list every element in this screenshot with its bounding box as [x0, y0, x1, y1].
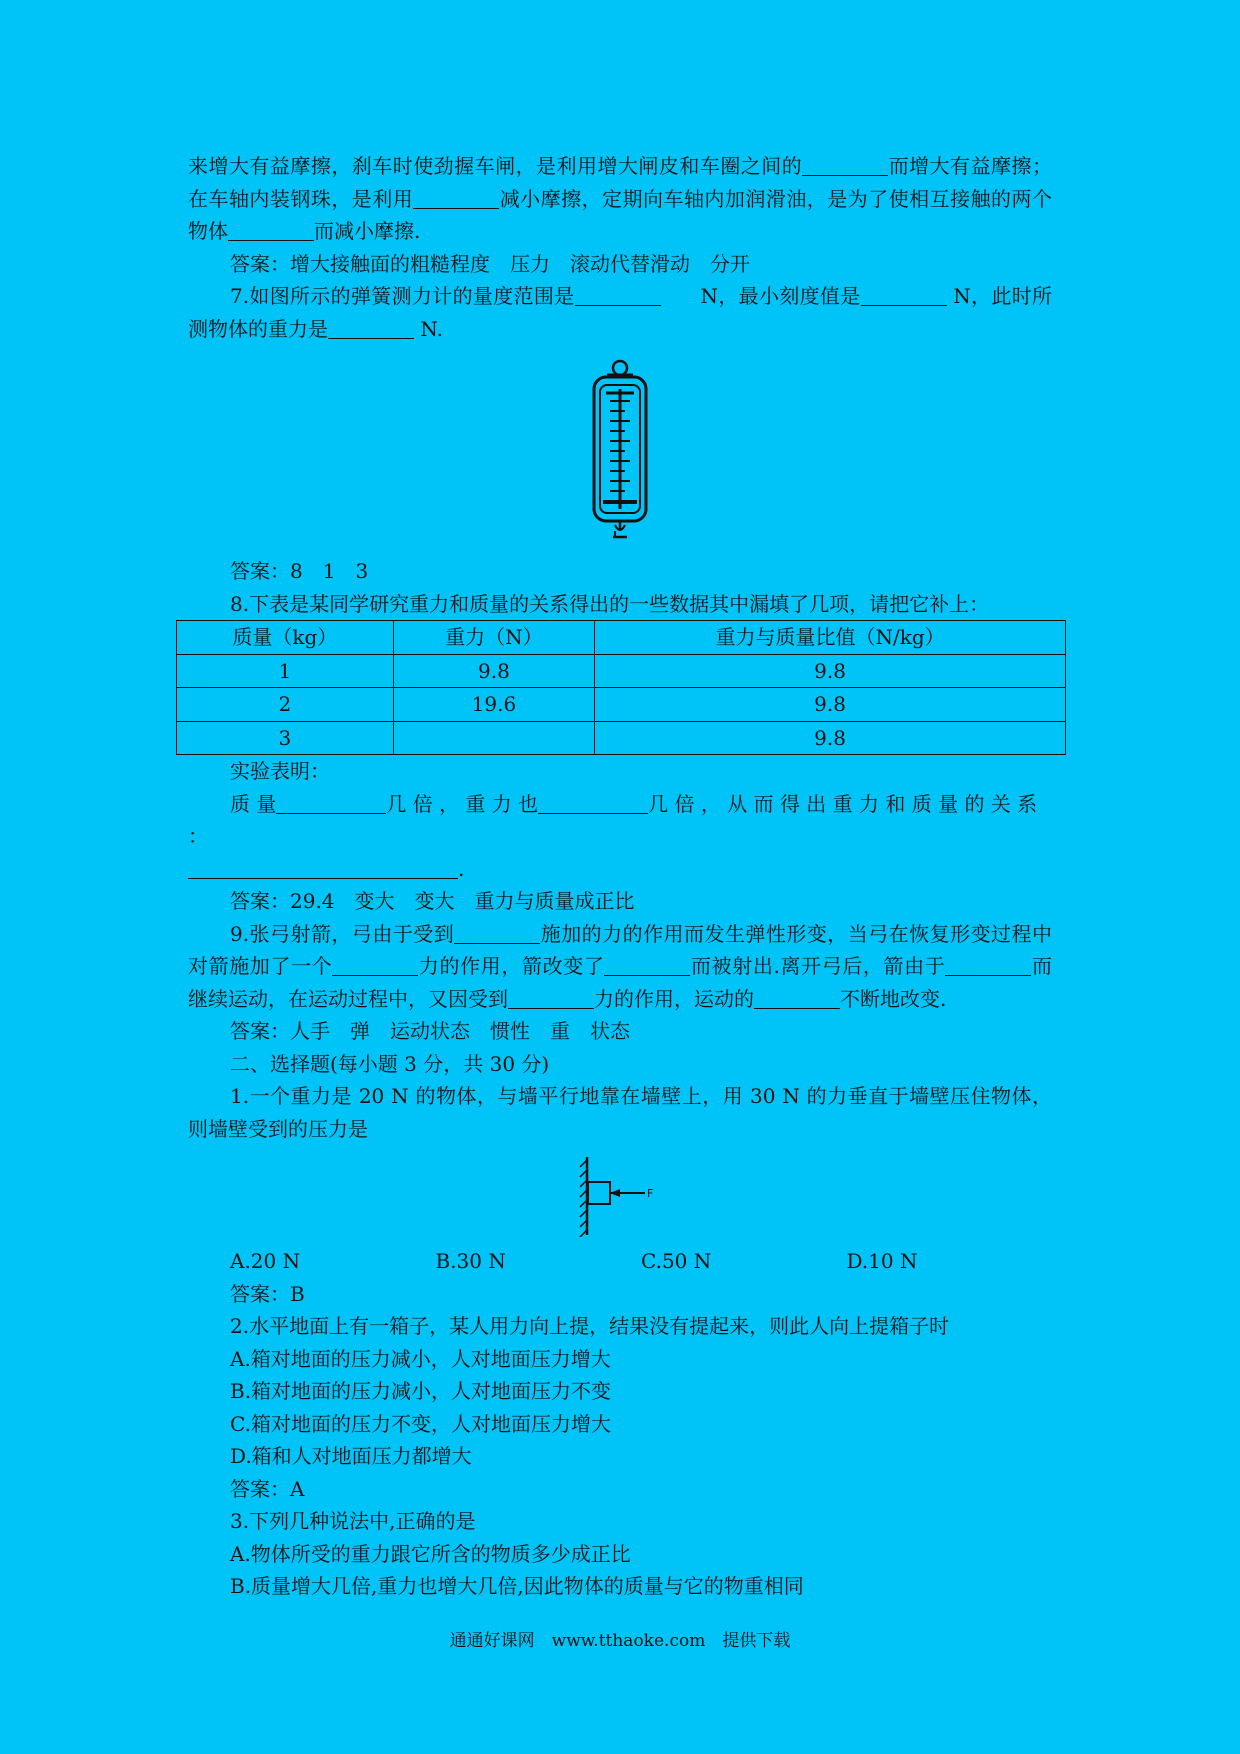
option-b: B.箱对地面的压力减小，人对地面压力不变: [230, 1379, 612, 1403]
q6-answer: 答案：增大接触面的粗糙程度 压力 滚动代替滑动 分开: [230, 251, 750, 276]
q9-text: [188, 918, 1052, 1016]
spring-scale-figure: [575, 359, 665, 545]
option-b: B.质量增大几倍,重力也增大几倍,因此物体的质量与它的物重相同: [230, 1574, 804, 1598]
q7-part3: N，此时所测物体的重力是: [188, 284, 1053, 341]
q9-part5: 而继续运动，在运动过程中，又因受到: [188, 954, 1053, 1011]
answer-blank: [538, 793, 648, 814]
section-title: 二、选择题(每小题 3 分，共 30 分): [230, 1051, 550, 1076]
q8-conclusion-line: .: [188, 853, 1052, 886]
q7-answer: 答案：8 1 3: [230, 559, 369, 583]
q9-part3: 力的作用，箭改变了: [418, 954, 605, 978]
table-header-row: [177, 621, 1066, 655]
table-cell: 9.8: [595, 654, 1066, 688]
table-cell: 9.8: [595, 688, 1066, 722]
answer-blank: [276, 793, 386, 814]
option-a: A.箱对地面的压力减小，人对地面压力增大: [230, 1346, 611, 1371]
q6-part3: 减小摩擦，定期向车轴内加润滑油，是为了使相互接触的两个物体: [188, 186, 1053, 243]
c2-stem: 2.水平地面上有一箱子，某人用力向上提，结果没有提起来，则此人向上提箱子时: [230, 1314, 950, 1338]
answer-blank: [454, 923, 540, 944]
table-cell: 9.8: [595, 721, 1066, 755]
q8-answer: 答案：29.4 变大 变大 重力与质量成正比: [230, 889, 635, 913]
table-cell: 9.8: [393, 654, 594, 688]
q8-conclusion-part3: 几 倍 ， 从 而 得 出 重 力 和 质 量 的 关 系 ：: [188, 791, 1038, 848]
table-cell: 2: [177, 688, 394, 722]
force-label: F: [647, 1187, 654, 1200]
page-footer: 通通好课网 www.tthaoke.com 提供下载: [449, 1631, 791, 1651]
answer-blank: [802, 155, 888, 176]
q9-part2: 施加的力的作用而发生弹性形变，当弓在恢复形变过程中对箭施加了一个: [188, 921, 1052, 978]
table-row: [177, 721, 1066, 755]
q8-conclusion-label: 实验表明：: [230, 759, 330, 783]
q7-part2: N，最小刻度值是: [700, 284, 861, 308]
q9-part7: 不断地改变.: [840, 986, 947, 1011]
q7-part4: N.: [420, 316, 443, 341]
q6-part4: 而减小摩擦.: [314, 219, 421, 243]
answer-blank: [604, 955, 690, 976]
mass-weight-table: [176, 620, 1066, 755]
answer-blank: [945, 955, 1031, 976]
q9-part1: 9.张弓射箭，弓由于受到: [230, 921, 455, 946]
q9-part6: 力的作用，运动的: [594, 986, 754, 1011]
c1-options: [188, 1245, 1052, 1278]
answer-blank: [861, 285, 947, 306]
answer-blank: [508, 988, 594, 1009]
q8-conclusion: [188, 788, 1052, 853]
wall-force-figure: [575, 1155, 665, 1237]
table-header-cell: 重力与质量比值（N/kg）: [595, 621, 1066, 655]
c1-answer: 答案：B: [230, 1281, 305, 1306]
q9-answer: 答案：人手 弹 运动状态 惯性 重 状态: [230, 1019, 630, 1043]
option-a: A.物体所受的重力跟它所含的物质多少成正比: [230, 1541, 631, 1566]
table-header-cell: 质量（kg）: [177, 621, 394, 655]
q6-part2: 而增大有益摩擦；在车轴内装钢珠，是利用: [188, 154, 1053, 211]
table-cell: 1: [177, 654, 394, 688]
table-header-cell: 重力（N）: [393, 621, 594, 655]
option-d: D.箱和人对地面压力都增大: [230, 1444, 472, 1468]
option-b: B.30 N: [435, 1249, 506, 1273]
c2-answer: 答案：A: [230, 1476, 305, 1501]
c3-stem: 3.下列几种说法中,正确的是: [230, 1509, 476, 1533]
q6-text: [188, 150, 1052, 248]
option-c: C.50 N: [641, 1249, 712, 1273]
q8-stem: 8.下表是某同学研究重力和质量的关系得出的一些数据其中漏填了几项，请把它补上：: [230, 591, 990, 616]
q7-part1: 7.如图所示的弹簧测力计的量度范围是: [230, 284, 575, 308]
option-d: D.10 N: [846, 1249, 918, 1273]
answer-blank: [332, 955, 418, 976]
answer-blank: [754, 988, 840, 1009]
table-row: [177, 688, 1066, 722]
content-area: [188, 150, 1052, 1603]
answer-blank: [188, 858, 458, 879]
q7-text: [188, 280, 1052, 345]
q6-part1: 来增大有益摩擦，刹车时使劲握车闸，是利用增大闸皮和车圈之间的: [188, 154, 803, 178]
table-cell: [393, 721, 594, 755]
answer-blank: [228, 220, 314, 241]
table-row: [177, 654, 1066, 688]
table-cell: 3: [177, 721, 394, 755]
q8-conclusion-part1: 质 量: [230, 791, 277, 816]
answer-blank: [575, 285, 661, 306]
answer-blank: [413, 188, 499, 209]
option-a: A.20 N: [230, 1249, 301, 1273]
option-c: C.箱对地面的压力不变，人对地面压力增大: [230, 1411, 611, 1436]
q8-conclusion-part2: 几 倍 ， 重 力 也: [386, 791, 539, 816]
table-cell: 19.6: [393, 688, 594, 722]
q9-part4: 而被射出.离开弓后，箭由于: [690, 954, 946, 978]
c1-stem: 1.一个重力是 20 N 的物体，与墙平行地靠在墙壁上，用 30 N 的力垂直于墙壁压住物体，则墙壁受到的压力是: [188, 1084, 1052, 1141]
answer-blank: [328, 318, 414, 339]
